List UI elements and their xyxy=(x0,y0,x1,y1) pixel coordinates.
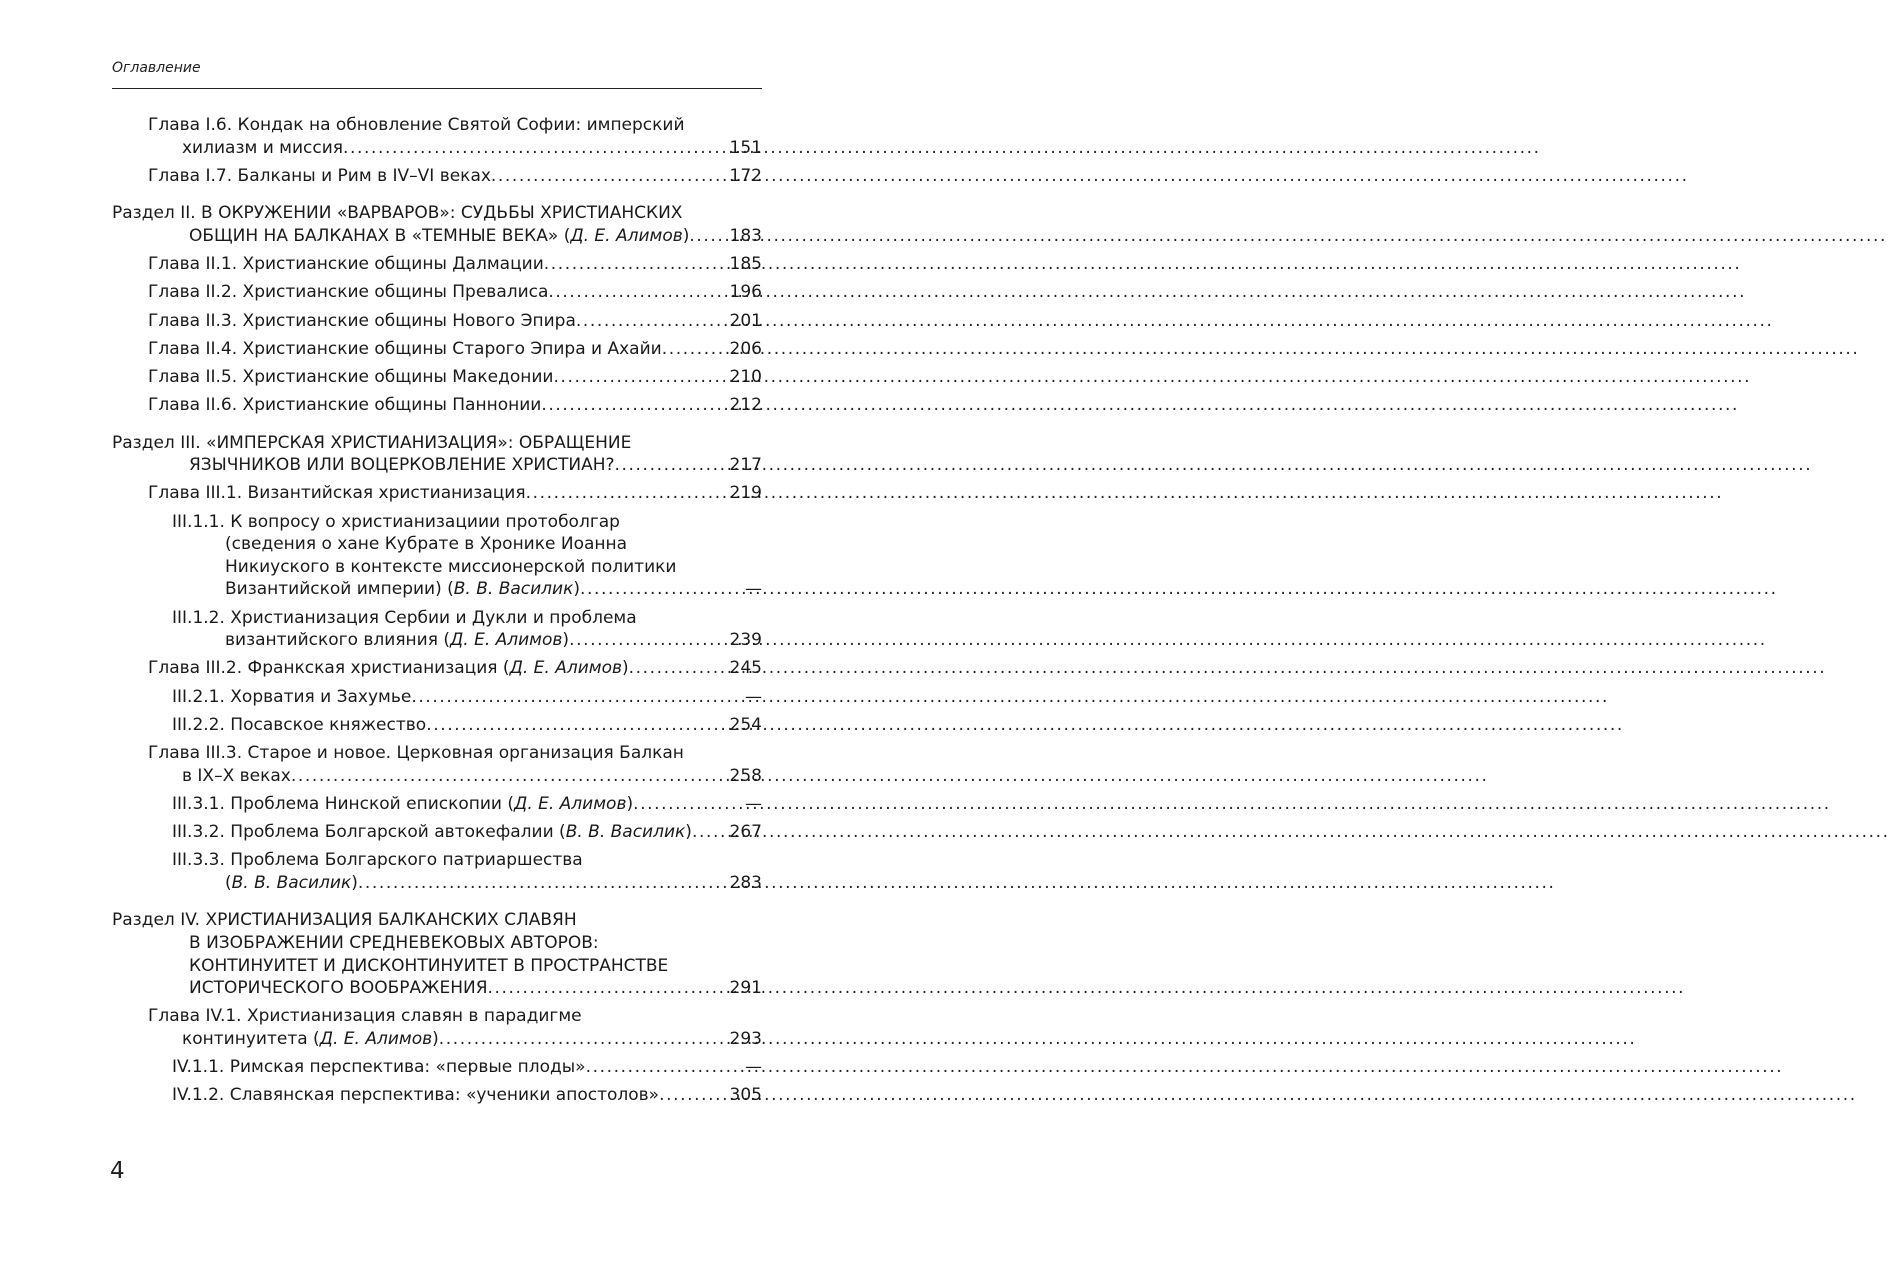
toc-leader-dots xyxy=(544,253,706,276)
toc-leader-dots xyxy=(548,281,706,304)
toc-entry-title-line: Глава III.3. Старое и новое. Церковная организация Балкан xyxy=(148,742,684,763)
toc-leader-dots xyxy=(586,1056,706,1079)
toc-entry-title-line xyxy=(148,281,548,304)
toc-entry-text: Глава III.2. Франкская христианизация ( xyxy=(148,658,510,679)
toc-page-number: 185 xyxy=(729,254,762,275)
toc-entry-title-line xyxy=(189,977,488,1000)
toc-entry-author: В. В. Василик xyxy=(231,872,352,893)
toc-entry-text: Глава III.1. Византийская христианизация xyxy=(148,483,526,504)
toc-entry-text: III.2.1. Хорватия и Захумье xyxy=(172,686,412,707)
toc-leader-dots xyxy=(615,454,706,477)
toc-leader-dots xyxy=(358,872,706,895)
toc-entry-title-line: Раздел IV. ХРИСТИАНИЗАЦИЯ БАЛКАНСКИХ СЛАВЯН xyxy=(112,910,577,931)
toc-entry-text: хилиазм и миссия xyxy=(182,137,344,158)
toc-leader-dots xyxy=(541,394,706,417)
toc-entry-title-line xyxy=(148,338,662,361)
toc-page-number: 293 xyxy=(729,1028,762,1049)
toc-entry-text: Византийской империи) ( xyxy=(225,579,454,600)
toc-entry-author-close: ) xyxy=(682,225,690,246)
toc-entry-text: континуитета ( xyxy=(182,1028,320,1049)
toc-entry-text: III.3.1. Проблема Нинской епископии ( xyxy=(172,793,515,814)
toc-entry[interactable] xyxy=(112,849,762,894)
toc-page-number: 183 xyxy=(729,225,762,246)
toc-page-number: — xyxy=(745,793,762,814)
toc-leader-dots xyxy=(488,977,706,1000)
toc-page-number: 267 xyxy=(729,821,762,842)
toc-page-number: 258 xyxy=(729,765,762,786)
toc-leader-dots xyxy=(576,310,706,333)
toc-entry[interactable] xyxy=(112,338,762,361)
toc-leader-dots xyxy=(689,225,706,248)
toc-entry-author-close: ) xyxy=(351,872,358,893)
toc-entry[interactable] xyxy=(112,310,762,333)
toc-entry-author-close: ) xyxy=(685,821,692,842)
toc-page-number: 283 xyxy=(729,872,762,893)
toc-page-number: 172 xyxy=(729,165,762,186)
toc-entry-title-line: III.1.1. К вопросу о христианизациии протоболгар xyxy=(172,511,620,532)
toc-entry-title-line xyxy=(189,454,615,477)
toc-leader-dots xyxy=(633,793,706,816)
toc-entry-title-line xyxy=(225,872,358,895)
toc-page-number: 210 xyxy=(729,366,762,387)
toc-leader-dots xyxy=(692,821,706,844)
toc-entry-author-close: ) xyxy=(562,630,570,651)
toc-page-number: 305 xyxy=(729,1085,762,1106)
toc-page-number: — xyxy=(745,1057,762,1078)
toc-entry[interactable] xyxy=(112,482,762,505)
toc-section-entry[interactable] xyxy=(112,432,762,477)
toc-entry-author: В. В. Василик xyxy=(565,821,686,842)
page-number: 4 xyxy=(110,1158,125,1184)
toc-entry[interactable] xyxy=(112,1056,762,1079)
toc-entry-title-line xyxy=(148,310,576,333)
toc-entry[interactable] xyxy=(112,793,762,816)
toc-page-number: — xyxy=(745,579,762,600)
toc-leader-dots xyxy=(411,686,706,709)
toc-page-number: 219 xyxy=(729,483,762,504)
toc-entry[interactable] xyxy=(112,366,762,389)
toc-leader-dots xyxy=(439,1028,706,1051)
toc-entry-title-line: В ИЗОБРАЖЕНИИ СРЕДНЕВЕКОВЫХ АВТОРОВ: xyxy=(189,932,599,953)
toc-page-number: 245 xyxy=(729,658,762,679)
toc-leader-dots xyxy=(629,657,706,680)
toc-page-number: 151 xyxy=(729,137,762,158)
toc-page-number: 201 xyxy=(729,310,762,331)
toc-entry-title-line: III.3.3. Проблема Болгарского патриаршества xyxy=(172,850,583,871)
toc-leader-dots xyxy=(526,482,706,505)
toc-entry-text: Глава II.4. Христианские общины Старого Эпира и Ахайи xyxy=(148,338,662,359)
toc-entry[interactable] xyxy=(112,281,762,304)
toc-entry[interactable] xyxy=(112,394,762,417)
toc-entry[interactable] xyxy=(112,1005,762,1050)
toc-entry-text: ЯЗЫЧНИКОВ ИЛИ ВОЦЕРКОВЛЕНИЕ ХРИСТИАН? xyxy=(189,455,615,476)
toc-entry-text: III.2.2. Посавское княжество xyxy=(172,714,427,735)
toc-leader-dots xyxy=(569,629,706,652)
toc-entry[interactable] xyxy=(112,253,762,276)
toc-page-number: 212 xyxy=(729,395,762,416)
toc-entry-title-line xyxy=(225,578,580,601)
toc-entry-text: Глава II.2. Христианские общины Превалиса xyxy=(148,282,549,303)
toc-entry-author-close: ) xyxy=(432,1028,439,1049)
toc-entry-title-line xyxy=(172,821,692,844)
table-of-contents xyxy=(112,114,762,1107)
toc-entry-text: III.3.2. Проблема Болгарской автокефалии ( xyxy=(172,821,566,842)
toc-entry-author: Д. Е. Алимов xyxy=(570,225,683,246)
toc-entry-title-line xyxy=(148,165,491,188)
toc-entry-text: византийского влияния ( xyxy=(225,630,450,651)
toc-leader-dots xyxy=(491,165,706,188)
toc-entry[interactable] xyxy=(112,607,762,652)
toc-entry-text: ОБЩИН НА БАЛКАНАХ В «ТЕМНЫЕ ВЕКА» ( xyxy=(189,225,571,246)
toc-leader-dots xyxy=(659,1084,706,1107)
toc-entry-title-line xyxy=(172,1056,586,1079)
toc-page-number: 217 xyxy=(729,455,762,476)
toc-leader-dots xyxy=(580,578,706,601)
toc-entry-title-line xyxy=(172,793,633,816)
toc-entry-text: IV.1.2. Славянская перспектива: «ученики апостолов» xyxy=(172,1085,660,1106)
toc-entry[interactable] xyxy=(112,165,762,188)
toc-entry-author: Д. Е. Алимов xyxy=(514,793,627,814)
toc-entry-title-line: Глава IV.1. Христианизация славян в парадигме xyxy=(148,1006,582,1027)
toc-entry-title-line xyxy=(172,1084,659,1107)
toc-entry-text: ИСТОРИЧЕСКОГО ВООБРАЖЕНИЯ xyxy=(189,978,488,999)
toc-entry[interactable] xyxy=(112,1084,762,1107)
toc-entry-title-line: КОНТИНУИТЕТ И ДИСКОНТИНУИТЕТ В ПРОСТРАНСТВЕ xyxy=(189,955,669,976)
toc-entry-author-close: ) xyxy=(573,579,581,600)
toc-page-number: 196 xyxy=(729,282,762,303)
toc-entry[interactable] xyxy=(112,114,762,159)
toc-entry-title-line xyxy=(172,686,411,709)
toc-page-number: 239 xyxy=(729,630,762,651)
toc-entry-title-line xyxy=(182,137,343,160)
toc-page-number: — xyxy=(745,686,762,707)
toc-entry-title-line xyxy=(148,394,541,417)
toc-entry-title-line xyxy=(182,765,291,788)
toc-entry-author: Д. Е. Алимов xyxy=(449,630,563,651)
toc-entry[interactable] xyxy=(112,714,762,737)
toc-entry-author-close: ) xyxy=(626,793,634,814)
toc-entry[interactable] xyxy=(112,657,762,680)
toc-entry-text: ( xyxy=(225,872,232,893)
running-header: Оглавление xyxy=(112,60,201,76)
toc-entry-title-line xyxy=(172,714,426,737)
toc-entry[interactable] xyxy=(112,686,762,709)
toc-entry-title-line xyxy=(182,1028,439,1051)
toc-entry-text: Глава I.7. Балканы и Рим в IV–VI веках xyxy=(148,165,491,186)
toc-entry-author: Д. Е. Алимов xyxy=(319,1028,433,1049)
toc-leader-dots xyxy=(662,338,706,361)
toc-entry[interactable] xyxy=(112,821,762,844)
toc-entry-text: Глава II.6. Христианские общины Паннонии xyxy=(148,395,542,416)
toc-entry-title-line xyxy=(189,225,689,248)
toc-entry-title-line: (сведения о хане Кубрате в Хронике Иоанна xyxy=(225,534,628,555)
toc-entry-title-line: Никиуского в контексте миссионерской политики xyxy=(225,556,677,577)
toc-entry-text: Глава II.3. Христианские общины Нового Эпира xyxy=(148,310,576,331)
toc-page-number: 206 xyxy=(729,338,762,359)
toc-leader-dots xyxy=(426,714,706,737)
toc-entry-title-line: Глава I.6. Кондак на обновление Святой Софии: имперский xyxy=(148,115,685,135)
toc-page-number: 254 xyxy=(729,714,762,735)
toc-entry-title-line xyxy=(148,657,629,680)
toc-leader-dots xyxy=(553,366,706,389)
toc-entry-text: Глава II.1. Христианские общины Далмации xyxy=(148,254,544,275)
toc-leader-dots xyxy=(291,765,706,788)
toc-entry-author: Д. Е. Алимов xyxy=(509,658,623,679)
toc-entry-title-line xyxy=(148,482,526,505)
toc-entry-title-line xyxy=(148,253,544,276)
toc-entry-author: В. В. Василик xyxy=(453,579,574,600)
toc-page-number: 291 xyxy=(729,978,762,999)
toc-entry-author-close: ) xyxy=(622,658,629,679)
toc-entry-title-line xyxy=(225,629,569,652)
toc-entry-title-line xyxy=(148,366,553,389)
toc-entry-text: IV.1.1. Римская перспектива: «первые плоды» xyxy=(172,1057,586,1078)
toc-entry[interactable] xyxy=(112,742,762,787)
toc-entry-title-line: Раздел II. В ОКРУЖЕНИИ «ВАРВАРОВ»: СУДЬБЫ ХРИСТИАНСКИХ xyxy=(112,203,683,224)
toc-entry-title-line: III.1.2. Христианизация Сербии и Дукли и проблема xyxy=(172,607,637,628)
toc-section-entry[interactable] xyxy=(112,202,762,247)
toc-section-entry[interactable] xyxy=(112,909,762,999)
toc-entry-title-line: Раздел III. «ИМПЕРСКАЯ ХРИСТИАНИЗАЦИЯ»: ОБРАЩЕНИЕ xyxy=(112,432,632,453)
toc-entry-text: в IX–X веках xyxy=(182,765,291,786)
toc-leader-dots xyxy=(343,137,706,160)
header-rule xyxy=(112,88,762,89)
toc-entry[interactable] xyxy=(112,511,762,601)
toc-entry-text: Глава II.5. Христианские общины Македонии xyxy=(148,366,554,387)
